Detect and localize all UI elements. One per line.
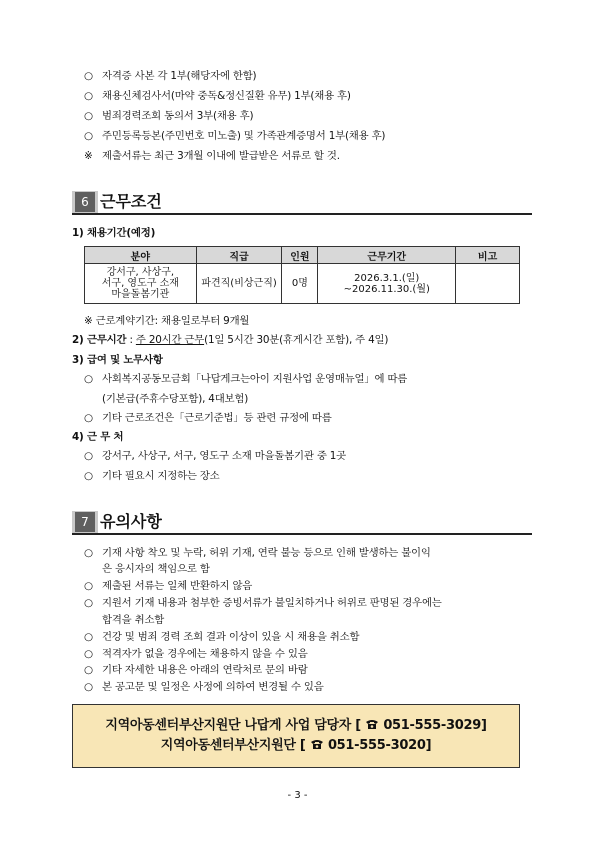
caution-item-1: ○ 기재 사항 착오 및 누락, 허위 기재, 연락 불능 등으로 인해 발생하는 불이익 xyxy=(84,547,431,559)
workplace-item-1: ○ 강서구, 사상구, 서구, 영도구 소재 마을돌봄기관 중 1곳 xyxy=(84,450,347,462)
subheading-workplace: 4) 근 무 처 xyxy=(72,431,124,443)
circle-bullet: ○ xyxy=(84,130,93,142)
count-cell: 0명 xyxy=(282,264,318,304)
circle-bullet: ○ xyxy=(84,631,93,643)
note-mark: ※ xyxy=(84,150,93,162)
doc-item-1: ○ 자격증 사본 각 1부(해당자에 한함) xyxy=(84,70,257,82)
table-header: 비고 xyxy=(456,247,520,264)
circle-bullet: ○ xyxy=(84,110,93,122)
circle-bullet: ○ xyxy=(84,70,93,82)
pay-item-1-detail: (기본급(주휴수당포함), 4대보험) xyxy=(102,393,249,405)
field-cell: 강서구, 사상구, 서구, 영도구 소재 마을돌봄기관 xyxy=(85,264,197,304)
grade-cell: 파견직(비상근직) xyxy=(196,264,282,304)
circle-bullet: ○ xyxy=(84,470,93,482)
contract-note: ※ 근로계약기간: 채용일로부터 9개월 xyxy=(84,315,250,327)
note-cell xyxy=(456,264,520,304)
circle-bullet: ○ xyxy=(84,373,93,385)
table-header: 분야 xyxy=(85,247,197,264)
table-header: 근무기간 xyxy=(318,247,456,264)
working-hours: 2) 근무시간 : 주 20시간 근무(1일 5시간 30분(휴게시간 포함), 주 4일) xyxy=(72,334,389,346)
phone-icon xyxy=(365,716,379,736)
caution-item-3-cont: 합격을 취소함 xyxy=(102,614,165,626)
pay-item-1: ○ 사회복지공동모금회「나답게크는아이 지원사업 운영매뉴얼」에 따름 xyxy=(84,373,408,385)
section-7-header xyxy=(72,511,532,533)
section-number: 7 xyxy=(75,512,95,532)
doc-item-4: ○ 주민등록등본(주민번호 미노출) 및 가족관계증명서 1부(채용 후) xyxy=(84,130,386,142)
doc-item-3: ○ 범죄경력조회 동의서 3부(채용 후) xyxy=(84,110,254,122)
workplace-item-2: ○ 기타 필요시 지정하는 장소 xyxy=(84,470,220,482)
section-divider xyxy=(72,213,532,215)
circle-bullet: ○ xyxy=(84,681,93,693)
doc-item-2: ○ 채용신체검사서(마약 중독&정신질환 유무) 1부(채용 후) xyxy=(84,90,351,102)
section-title: 유의사항 xyxy=(100,512,162,531)
circle-bullet: ○ xyxy=(84,597,93,609)
section-divider xyxy=(72,533,532,535)
section-6-header xyxy=(72,191,532,213)
circle-bullet: ○ xyxy=(84,664,93,676)
caution-item-1-cont: 은 응시자의 책임으로 함 xyxy=(102,563,210,575)
section-number: 6 xyxy=(75,192,95,212)
subheading-pay: 3) 급여 및 노무사항 xyxy=(72,354,163,366)
caution-item-2: ○ 제출된 서류는 일체 반환하지 않음 xyxy=(84,580,253,592)
caution-item-5: ○ 적격자가 없을 경우에는 채용하지 않을 수 있음 xyxy=(84,648,308,660)
phone-icon xyxy=(310,736,324,756)
circle-bullet: ○ xyxy=(84,90,93,102)
subheading-employment-period: 1) 채용기간(예정) xyxy=(72,227,156,239)
contact-box xyxy=(72,704,520,768)
circle-bullet: ○ xyxy=(84,450,93,462)
circle-bullet: ○ xyxy=(84,547,93,559)
table-row xyxy=(85,264,520,304)
contact-line-project: 지역아동센터부산지원단 나답게 사업 담당자 [ 051-555-3029] xyxy=(73,716,519,736)
doc-note: ※ 제출서류는 최근 3개월 이내에 발급받은 서류로 할 것. xyxy=(84,150,340,162)
circle-bullet: ○ xyxy=(84,412,93,424)
table-header: 직급 xyxy=(196,247,282,264)
caution-item-7: ○ 본 공고문 및 일정은 사정에 의하여 변경될 수 있음 xyxy=(84,681,324,693)
contact-line-center: 지역아동센터부산지원단 [ 051-555-3020] xyxy=(73,736,519,756)
period-cell: 2026.3.1.(일) ~2026.11.30.(월) xyxy=(318,264,456,304)
pay-item-2: ○ 기타 근로조건은「근로기준법」등 관련 규정에 따름 xyxy=(84,412,332,424)
caution-item-4: ○ 건강 및 범죄 경력 조회 결과 이상이 있을 시 채용을 취소함 xyxy=(84,631,360,643)
table-header: 인원 xyxy=(282,247,318,264)
circle-bullet: ○ xyxy=(84,648,93,660)
table-header-row xyxy=(85,247,520,264)
caution-item-3: ○ 지원서 기재 내용과 첨부한 증빙서류가 불일치하거나 허위로 판명된 경우에는 xyxy=(84,597,442,609)
recruitment-table xyxy=(84,246,520,304)
section-title: 근무조건 xyxy=(100,192,162,211)
page-number: - 3 - xyxy=(287,790,308,801)
circle-bullet: ○ xyxy=(84,580,93,592)
caution-item-6: ○ 기타 자세한 내용은 아래의 연락처로 문의 바람 xyxy=(84,664,308,676)
